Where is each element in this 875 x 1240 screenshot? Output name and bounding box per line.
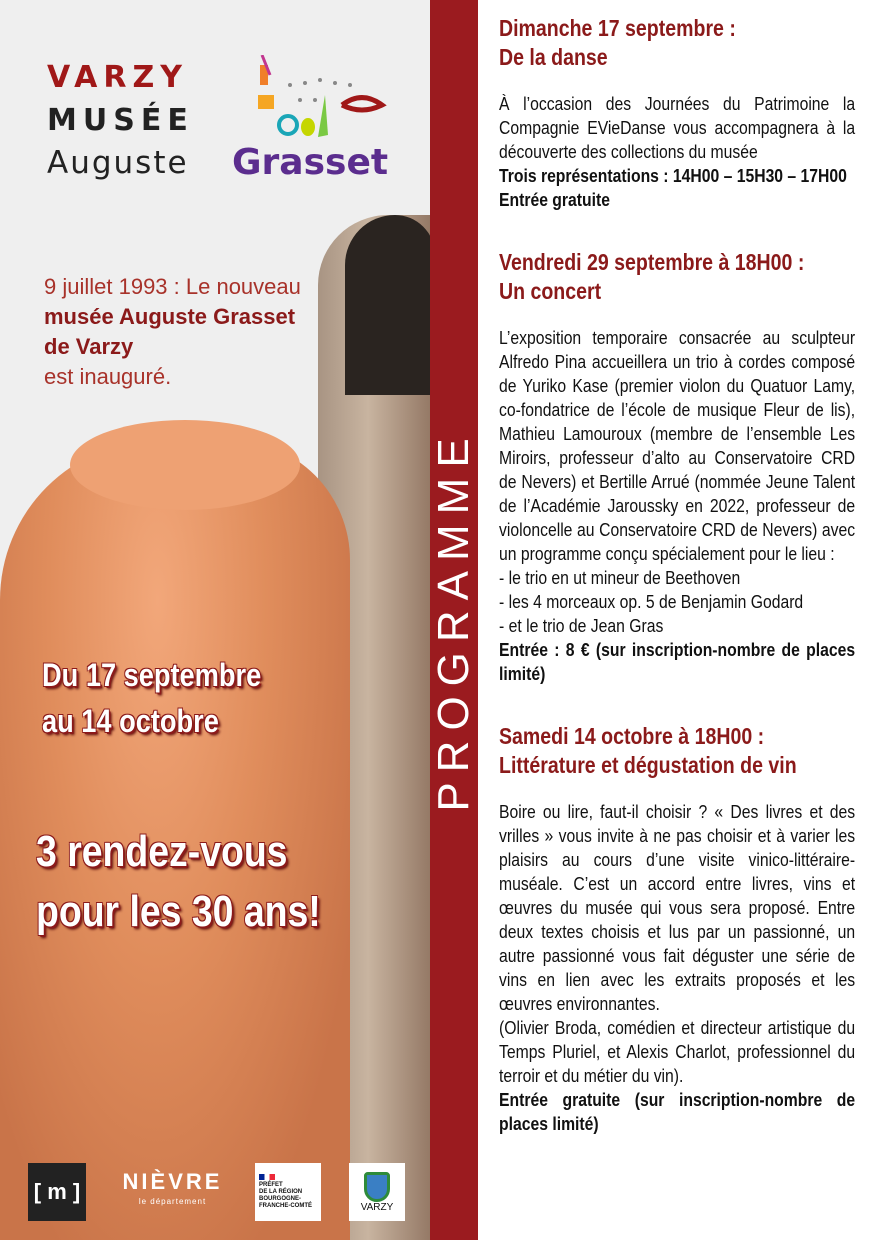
event-title: Vendredi 29 septembre à 18H00 : Un concert	[499, 249, 805, 304]
logo-musee: MUSÉE	[47, 103, 194, 138]
rdv-line: pour les 30 ans!	[36, 887, 321, 936]
event-entry: Entrée gratuite	[499, 189, 610, 210]
dates-line: au 14 octobre	[42, 703, 219, 739]
prefet-text: BOURGOGNE-	[259, 1196, 301, 1202]
intro-line: est inauguré.	[44, 364, 172, 389]
museum-logo-icons	[250, 55, 390, 145]
event-title: Samedi 14 octobre à 18H00 : Littérature et dégustation de vin	[499, 723, 797, 778]
m-logo: [ m ]	[28, 1163, 86, 1221]
intro-text	[44, 272, 301, 392]
logo-grasset: Grasset	[232, 142, 389, 183]
varzy-crest-logo	[349, 1163, 405, 1221]
logo-varzy: VARZY	[47, 60, 188, 95]
dates-line: Du 17 septembre	[42, 657, 262, 693]
event-credits: (Olivier Broda, comédien et directeur artistique du Temps Pluriel, et Alexis Charlot, professionnel du terroir et du métier du vin).	[499, 1017, 856, 1086]
program-item: - le trio en ut mineur de Beethoven	[499, 567, 741, 588]
event-title: Dimanche 17 septembre : De la danse	[499, 15, 736, 70]
anniversary-overlay	[36, 822, 321, 942]
logo-auguste: Auguste	[47, 145, 189, 181]
event-description: À l’occasion des Journées du Patrimoine la Compagnie EVieDanse vous accompagnera à la découverte des collections du musée	[499, 93, 856, 162]
intro-bold-line: de Varzy	[44, 334, 134, 359]
program-item: - et le trio de Jean Gras	[499, 615, 664, 636]
intro-line: 9 juillet 1993 : Le nouveau	[44, 274, 301, 299]
event-entry: Entrée gratuite (sur inscription-nombre de places limité)	[499, 1089, 856, 1134]
nievre-subtext: le département	[138, 1197, 207, 1206]
programme-label: PROGRAMME	[429, 428, 478, 812]
event-times: Trois représentations : 14H00 – 15H30 – 17H00	[499, 165, 847, 186]
crest-icon	[364, 1172, 390, 1202]
event-description: Boire ou lire, faut-il choisir ? « Des livres et des vrilles » vous invite à ne pas choisir et à varier les plaisirs au cours d’une visite vinico-littéraire-muséale. C’est un accord entre livres, vins et œuvres du musée qui vous sera proposé. Entre deux textes choisis et lus par un passionné, un autre passionné vous fait déguster une série de vins en lien avec les extraits proposés et les œuvres environnantes.	[499, 801, 856, 1014]
prefet-text: PRÉFET	[259, 1182, 283, 1188]
event-concert	[499, 248, 855, 686]
rdv-line: 3 rendez-vous	[36, 827, 288, 876]
program-item: - les 4 morceaux op. 5 de Benjamin Godard	[499, 591, 804, 612]
programme-content	[499, 14, 855, 1172]
event-literature-wine	[499, 722, 855, 1136]
varzy-crest-text: VARZY	[360, 1201, 394, 1213]
event-description: L’exposition temporaire consacrée au sculpteur Alfredo Pina accueillera un trio à cordes composé de Yuriko Kase (premier violon du Quatuor Lamy, co-fondatrice de l’école de musique Fleur de lis), Mathieu Lamouroux (membre de l’ensemble Les Miroirs, professeur d’alto au Conservatoire CRD de Nevers) et Bertille Arrué (nommée Jeune Talent de l’Académie Jaroussky en 2022, professeur de violoncelle au Conservatoire CRD de Nevers) avec un programme conçu spécialement pour le lieu :	[499, 327, 856, 564]
event-entry: Entrée : 8 € (sur inscription-nombre de places limité)	[499, 639, 856, 684]
nievre-text: NIÈVRE	[122, 1169, 223, 1194]
dates-overlay	[42, 652, 261, 744]
statue-hat-image	[70, 420, 300, 510]
event-dance	[499, 14, 855, 212]
poster-left-panel	[0, 0, 430, 1240]
prefet-text: FRANCHE-COMTÉ	[259, 1203, 312, 1209]
nievre-logo	[105, 1163, 240, 1221]
sarcophagus-head-image	[345, 215, 430, 395]
french-flag-icon	[259, 1174, 275, 1180]
prefet-logo	[255, 1163, 321, 1221]
prefet-text: DE LA RÉGION	[259, 1189, 303, 1195]
intro-bold-line: musée Auguste Grasset	[44, 304, 296, 329]
